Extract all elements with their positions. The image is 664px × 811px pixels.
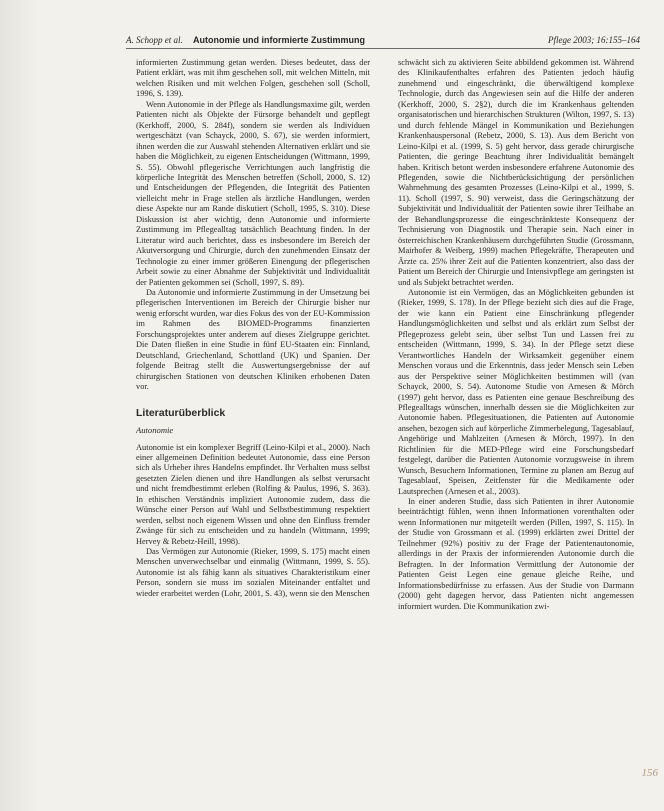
body-paragraph: Wenn Autonomie in der Pflege als Handlungsmaxime gilt, werden Patienten nicht als Objekte der Fürsorge behandelt und gepflegt (Kerkhoff, 2000, S. 284f), sondern sie werden als Individuen wertgeschätzt (van Schayck, 2000, S. 67), sie werden informiert, ihnen werden die zur Auswahl stehenden Alternativen erklärt und sie haben die Möglichkeit, zu eigenen Entscheidungen (Wittmann, 1999, S. 55). Obwohl pflegerische Verrichtungen auch langfristig die körperliche Integrität des Menschen betreffen (Scholl, 2000, S. 12) und Entscheidungen der Pflegenden, die Integrität des Patienten vielleicht mehr in Frage stellen als ärztliche Handlungen, werden diese Aspekte nur am Rande diskutiert (Scholl, 1995, S. 310). Diese Diskussion ist aber wichtig, denn Autonomie und informierte Zustimmung im Pflegealltag tatsächlich Beachtung finden. In der Literatur wird auch berichtet, dass es insbesondere im Bereich der Akutversorgung und Chirurgie, durch den zunehmenden Einsatz der Technologie zu einer immer größeren Einengung der pflegerischen Arbeit sowie zu einer Abnahme der Subjektivität und Individualität der Patienten gekommen sei (Scholl, 1997, S. 89). bbox=[136, 99, 370, 287]
body-paragraph: In einer anderen Studie, dass sich Patienten in ihrer Autonomie beeinträchtigt fühlen, wenn ihnen Informationen vorenthalten oder wenn Informationen nur mitgeteilt werden (Pillen, 1997, S. 115). In der Studie von Grossmann et al. (1999) erklärten zwei Drittel der Teilnehmer (92%) positiv zu der Frage der Patientenautonomie, allerdings in der Praxis der informierenden Autonomie durch die Befragten. In der Information Vermittlung der Autonomie der Patienten Geist Legen eine genaue gleiche Reihe, und Informationsbedürfnisse zu erfassen. Aus der Studie von Darmann (2000) geht dagegen hervor, dass Patienten nicht angemessen informiert wurden. Die Kommunikation zwi- bbox=[398, 497, 634, 611]
section-heading: Literaturüberblick bbox=[136, 406, 226, 419]
header-title: Autonomie und informierte Zustimmung bbox=[193, 35, 365, 45]
body-paragraph: Das Vermögen zur Autonomie (Rieker, 1999, S. 175) macht einen Menschen unverwechselbar und einmalig (Wittmann, 1999, S. 55). Autonomie ist als fähig kann als situatives Charakteristikum einer Person, sondern sie muss im sozialen Miteinander entfaltet und wieder erarbeitet werden (Lohr, 2001, S. 43), wenn sie den Menschen bbox=[136, 547, 370, 598]
right-column bbox=[398, 58, 634, 808]
page-gutter-shadow bbox=[0, 0, 40, 811]
body-paragraph: Autonomie ist ein Vermögen, das an Möglichkeiten gebunden ist (Rieker, 1999, S. 178). In der Pflege bezieht sich dies auf die Frage, der wie kann ein Patient eine Einschränkung pflegender Handlungsmöglichkeiten und selbst und als erklärt zum Selbst der Pflegeprozess gelebt sein, über selbst Tun und Lassen frei zu entscheiden (Wittmann, 1999, S. 34). In der Pflege setzt diese Verantwortliches Handeln der Wirksamkeit gegenüber einem Menschen voraus und die Erkenntnis, dass jeder Mensch sein Leben aus der Perspektive seiner Möglichkeiten bestimmen will (van Schayck, 2000, S. 54). Autonome Studie von Arnesen & Mörch (1997) geht hervor, dass es Patienten eine genaue Beschreibung des Pflegealltags wünschen, innerhalb dessen sie die Möglichkeiten zur Autonomie haben. Pflegesituationen, die Patienten auf Autonomie ansehen, bezogen sich auf körperliche Zimmerbelegung, Tagesablauf, Angehörige und Mahlzeiten (Arnesen & Mörch, 1997). In den Richtlinien für die MED-Pflege wird eine Forschungsbedarf festgelegt, darüber die Patienten Autonomie vorzugsweise in ihrem Wunsch, Besuchern Informationen, Termine zu planen am Bezug auf Tagesablauf, Speisen, Zeitfenster für die Medikamente oder Lautsprechen (Arnesen et al., 2003). bbox=[398, 287, 634, 496]
header-journal: Pflege 2003; 16:155–164 bbox=[548, 35, 640, 45]
left-column bbox=[136, 58, 370, 808]
page-number: 156 bbox=[641, 767, 658, 779]
body-paragraph: schwächt sich zu aktivieren Seite abbildend gekommen ist. Während des Klinikaufenthaltes erfahren des Patienten jedoch häufig zunehmend und eingeschränkt, die überwältigend komplexe Technologie, durch das Angewiesen sein auf die Hilfe der anderen (Kerkhoff, 2000, S. 2§2), durch die im Krankenhaus geltenden organisatorischen und hierarchischen Strukturen (Wilton, 1997, S. 13) und durch fehlende Mängel in Kommunikation und Beziehungen Krankenhauspersonal (Rebetz, 2000, S. 13). Aus dem Bericht von Leino-Kilpi et al. (1999, S. 5) geht hervor, dass gerade chirurgische Patienten, die geringe Beachtung ihrer Individualität bemängelt haben. Kritisch betont werden insbesondere erfahrene Autonomie des Pflegenden, sowie die Nichtberücksichtigung der persönlichen Wahrnehmung des gesamten Prozesses (Leino-Kilpi et al., 1999, S. 11). Scholl (1997, S. 90) verweist, dass die Geringschätzung der Subjektivität und Individualität der Patienten sowie ihrer Teilhabe an der Behandlungsprozesse die eingeschränkteste Konsequenz der Technisierung von Diagnostik und Therapie sein. Nach einer in österreichischen Krankenhäusern durchgeführten Studie (Grossmann, Mairhofer & Weiberg, 1999) machen Pflegekräfte, Therapeuten und Ärzte ca. 25% ihrer Zeit auf die Patienten konzentriert, also dass der Patient um Bereich der Chirurgie und Intensivpflege am geringsten ist und als Subjekt betrachtet werden. bbox=[398, 58, 634, 287]
body-paragraph: Autonomie ist ein komplexer Begriff (Leino-Kilpi et al., 2000). Nach einer allgemeinen Definition bedeutet Autonomie, dass eine Person sich als Urheber ihres Handelns empfindet. Ihr Verhalten muss selbst gesetzten Zielen dienen und ihre Handlungen als selbst verursacht und nicht fremdbestimmt erleben (Rolfing & Paulus, 1996, S. 363). In ethischen Verständnis impliziert Autonomie zudem, dass die Wünsche einer Person auf Wahl und Selbstbestimmung respektiert werden, selbst noch eigenem Wissen und ohne den Einfluss fremder Zwänge für sich zu entscheiden und zu handeln (Wittmann, 1999; Hervey & Rebetz-Heill, 1998). bbox=[136, 442, 370, 546]
running-header bbox=[126, 34, 640, 49]
header-authors: A. Schopp et al. bbox=[126, 35, 183, 45]
body-paragraph: Da Autonomie und informierte Zustimmung in der Umsetzung bei pflegerischen Interventionen im Bereich der Chirurgie bisher nur wenig erforscht wurden, war dies Fokus des von der EU-Kommission im Rahmen des BIOMED-Programms finanzierten Forschungsprojektes unter anderem auf dieses Zielgruppe gerichtet. Die Daten fließen in eine Studie in fünf EU-Staaten ein: Finnland, Deutschland, Griechenland, Schottland (UK) und Spanien. Der folgende Beitrag stellt die Auswertungsergebnisse der auf chirurgischen Stationen von deutschen Kliniken erhobenen Daten vor. bbox=[136, 287, 370, 392]
subsection-heading: Autonomie bbox=[136, 424, 174, 435]
body-paragraph: informierten Zustimmung getan werden. Dieses bedeutet, dass der Patient erklärt, was mit ihm geschehen soll, mit welchen Mitteln, mit welchen Risiken und mit welchen Folgen, geschehen soll (Scholl, 1996, S. 139). bbox=[136, 58, 370, 99]
